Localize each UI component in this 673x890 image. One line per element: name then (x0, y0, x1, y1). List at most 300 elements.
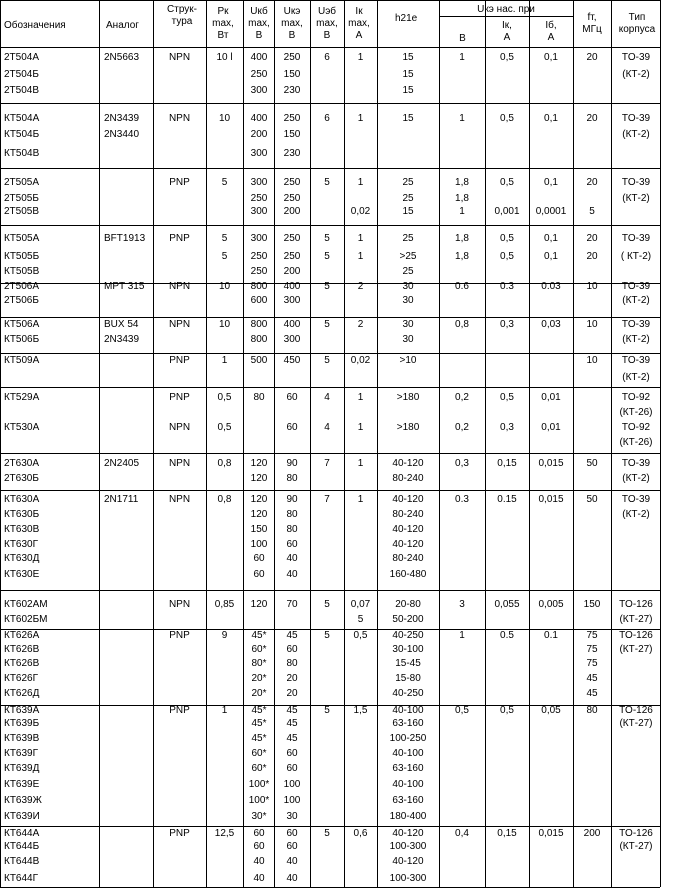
header-ft-line1: fт, (587, 12, 597, 23)
header-package (612, 12, 662, 36)
cell-uke: 45 (286, 630, 298, 641)
row-divider (0, 47, 660, 48)
cell-h21e: 40-120 (392, 539, 424, 550)
column-divider (243, 0, 244, 887)
cell-ib-at: 0,015 (538, 458, 564, 469)
cell-package: TO-39 (621, 177, 651, 188)
header-ukb-line2: max, (248, 18, 270, 29)
cell-ueb: 6 (324, 113, 330, 124)
cell-ib-at: 0,03 (541, 319, 561, 330)
subheader-divider (439, 16, 573, 17)
cell-ueb: 5 (324, 281, 330, 292)
cell-ueb: 5 (324, 177, 330, 188)
header-ik-line3: А (355, 30, 363, 41)
cell-ukb: 60 (253, 553, 265, 564)
cell-designation: КТ630В (4, 524, 40, 535)
column-divider (344, 0, 345, 887)
cell-ik-at: 0,5 (500, 705, 514, 716)
cell-ukb: 200 (250, 129, 268, 140)
cell-package: TO-39 (621, 355, 651, 366)
cell-ukb: 300 (250, 233, 268, 244)
cell-uke: 400 (283, 319, 301, 330)
cell-h21e: 40-120 (392, 494, 424, 505)
header-ik-line1: Iк (355, 6, 363, 17)
cell-ukesat: 1,8 (455, 251, 469, 262)
cell-h21e: 100-300 (389, 841, 427, 852)
cell-ib-at: 0,1 (544, 251, 558, 262)
header-ukesat-group: Uкэ нас. при (477, 4, 535, 15)
cell-structure: PNP (169, 828, 190, 839)
header-ik (344, 6, 374, 42)
cell-ukb: 60* (251, 763, 267, 774)
cell-ft: 45 (586, 688, 598, 699)
cell-h21e: 40-120 (392, 856, 424, 867)
header-ueb-line1: Uэб (317, 6, 337, 17)
cell-ukb: 80 (253, 392, 265, 403)
cell-ik: 1 (357, 233, 364, 244)
header-ik-at (486, 20, 528, 44)
cell-ft: 80 (586, 705, 598, 716)
cell-h21e: 50-200 (392, 614, 424, 625)
cell-pk: 5 (221, 233, 228, 244)
cell-ib-at: 0,1 (544, 177, 558, 188)
cell-package: (КТ-2) (622, 509, 650, 520)
cell-uke: 300 (283, 295, 301, 306)
cell-ukb: 80* (251, 658, 267, 669)
cell-ukb: 300 (250, 85, 268, 96)
row-divider (0, 453, 660, 454)
cell-ukb: 120 (250, 599, 268, 610)
cell-ukesat: 0,4 (455, 828, 469, 839)
cell-ueb: 4 (324, 422, 330, 433)
column-divider (439, 0, 440, 887)
cell-designation: КТ504А (4, 113, 40, 124)
row-divider (0, 317, 660, 318)
cell-designation: КТ626В (4, 658, 40, 669)
cell-h21e: 160-480 (389, 569, 427, 580)
header-pk-line1: Pк (217, 6, 229, 17)
cell-uke: 20 (286, 673, 298, 684)
cell-ib-at: 0,005 (538, 599, 564, 610)
cell-ukb: 40 (253, 856, 265, 867)
cell-ukb: 120 (250, 509, 268, 520)
cell-pk: 1 (221, 355, 228, 366)
cell-ik: 0,6 (353, 828, 368, 839)
cell-ik-at: 0,001 (494, 206, 520, 217)
cell-designation: 2Т630Б (4, 473, 39, 484)
cell-package: (КТ-2) (622, 69, 650, 80)
cell-ik: 1 (357, 251, 364, 262)
cell-ib-at: 0,01 (541, 422, 561, 433)
cell-designation: КТ639Б (4, 718, 40, 729)
cell-ukesat: 0,5 (455, 705, 469, 716)
cell-package: (КТ-27) (619, 718, 653, 729)
header-uke-line1: Uкэ (283, 6, 301, 17)
cell-designation: 2Т630А (4, 458, 40, 469)
header-ik-at-line1: Iк, (502, 20, 512, 31)
cell-designation: КТ602БМ (4, 614, 48, 625)
cell-h21e: 30 (402, 295, 414, 306)
column-divider (310, 0, 311, 887)
cell-pk: 0,8 (217, 494, 232, 505)
header-ik-at-line2: А (503, 32, 511, 43)
header-uke-line3: В (288, 30, 296, 41)
cell-designation: КТ639Г (4, 748, 39, 759)
header-pk-line2: max, (212, 18, 234, 29)
cell-h21e: 30 (402, 334, 414, 345)
cell-structure: PNP (169, 392, 190, 403)
cell-h21e: 30 (402, 281, 414, 292)
cell-uke: 80 (286, 509, 298, 520)
cell-h21e: 15 (402, 52, 414, 63)
cell-h21e: 100-250 (389, 733, 427, 744)
cell-h21e: 30 (402, 319, 414, 330)
cell-designation: КТ644В (4, 856, 40, 867)
cell-pk: 5 (221, 251, 228, 262)
cell-ukb: 800 (250, 334, 268, 345)
cell-package: (КТ-26) (619, 437, 653, 448)
cell-uke: 60 (286, 422, 298, 433)
cell-ukb: 120 (250, 494, 268, 505)
cell-ib-at: 0,1 (544, 233, 558, 244)
cell-ukb: 400 (250, 52, 268, 63)
cell-uke: 250 (283, 193, 301, 204)
cell-ukesat: 1,8 (455, 233, 469, 244)
cell-ukesat: 0,3 (455, 458, 469, 469)
cell-ueb: 7 (324, 458, 330, 469)
cell-h21e: 80-240 (392, 509, 424, 520)
cell-designation: 2Т505Б (4, 193, 39, 204)
cell-uke: 250 (283, 233, 301, 244)
cell-ib-at: 0,01 (541, 392, 561, 403)
cell-designation: КТ529А (4, 392, 40, 403)
cell-ft: 20 (586, 52, 598, 63)
cell-ik: 1 (357, 458, 364, 469)
cell-ft: 10 (586, 355, 598, 366)
cell-uke: 60 (286, 644, 298, 655)
cell-ueb: 5 (324, 355, 330, 366)
cell-h21e: 15-45 (395, 658, 421, 669)
cell-designation: 2Т504А (4, 52, 40, 63)
cell-package: TO-92 (621, 422, 651, 433)
cell-analog: MPT 315 (104, 281, 145, 292)
cell-ft: 20 (586, 233, 598, 244)
cell-pk: 12,5 (214, 828, 235, 839)
cell-ukb: 60 (253, 841, 265, 852)
cell-ukb: 45* (251, 718, 267, 729)
cell-ik: 1,5 (353, 705, 368, 716)
cell-h21e: 100-300 (389, 873, 427, 884)
cell-analog: 2N5663 (104, 52, 140, 63)
cell-ft: 20 (586, 113, 598, 124)
cell-designation: 2Т506Б (4, 295, 39, 306)
cell-package: (КТ-2) (622, 334, 650, 345)
cell-ukb: 60 (253, 828, 265, 839)
cell-uke: 300 (283, 334, 301, 345)
cell-ik: 0,5 (353, 630, 368, 641)
cell-ukb: 20* (251, 688, 267, 699)
cell-structure: NPN (168, 113, 191, 124)
cell-designation: КТ506Б (4, 334, 40, 345)
cell-analog: 2N2405 (104, 458, 140, 469)
header-designation: Обозначения (4, 20, 66, 31)
cell-uke: 150 (283, 129, 301, 140)
header-ukesat-volts: В (459, 33, 466, 44)
cell-ueb: 7 (324, 494, 330, 505)
header-ueb-line3: В (323, 30, 331, 41)
cell-ik: 0,02 (350, 206, 371, 217)
row-divider (0, 826, 660, 827)
cell-ueb: 6 (324, 52, 330, 63)
cell-h21e: 15-80 (395, 673, 421, 684)
cell-ukesat: 1,8 (455, 193, 469, 204)
cell-uke: 60 (286, 539, 298, 550)
cell-designation: КТ602АМ (4, 599, 48, 610)
cell-package: TO-126 (619, 705, 653, 716)
cell-ukesat: 1 (459, 630, 465, 641)
header-uke (274, 6, 310, 42)
cell-designation: КТ639Ж (4, 795, 42, 806)
header-pk-line3: Вт (217, 30, 229, 41)
cell-designation: КТ509А (4, 355, 40, 366)
cell-ft: 200 (583, 828, 601, 839)
row-divider (0, 225, 660, 226)
cell-h21e: 15 (402, 113, 414, 124)
cell-ft: 75 (586, 630, 598, 641)
cell-ukesat: 1 (459, 206, 465, 217)
cell-h21e: 25 (402, 177, 414, 188)
cell-analog: 2N3439 (104, 334, 140, 345)
cell-uke: 200 (283, 266, 301, 277)
cell-uke: 230 (283, 85, 301, 96)
cell-structure: NPN (168, 422, 191, 433)
cell-h21e: 40-250 (392, 630, 424, 641)
cell-ft: 150 (583, 599, 601, 610)
header-h21e: h21e (395, 13, 418, 24)
cell-h21e: 15 (402, 85, 414, 96)
row-divider (0, 887, 660, 888)
cell-ukb: 250 (250, 69, 268, 80)
cell-designation: 2Т504Б (4, 69, 39, 80)
cell-h21e: 80-240 (392, 553, 424, 564)
column-divider (153, 0, 154, 887)
cell-pk: 1 (221, 705, 228, 716)
cell-ukb: 40 (253, 873, 265, 884)
cell-uke: 100 (283, 795, 301, 806)
cell-ukesat: 1,8 (455, 177, 469, 188)
cell-structure: NPN (168, 52, 191, 63)
cell-uke: 150 (283, 69, 301, 80)
cell-h21e: 15 (402, 69, 414, 80)
cell-ukb: 120 (250, 458, 268, 469)
header-structure-line2: тура (171, 16, 193, 27)
cell-designation: КТ644Б (4, 841, 40, 852)
cell-uke: 70 (286, 599, 298, 610)
row-divider (0, 353, 660, 354)
cell-ik: 1 (357, 392, 364, 403)
cell-package: (КТ-2) (622, 193, 650, 204)
cell-structure: NPN (168, 319, 191, 330)
cell-designation: КТ644А (4, 828, 40, 839)
cell-ik-at: 0,3 (500, 319, 514, 330)
cell-uke: 60 (286, 392, 298, 403)
cell-ukb: 20* (251, 673, 267, 684)
cell-h21e: 40-120 (392, 524, 424, 535)
cell-ukesat: 0.6 (455, 281, 469, 292)
header-pk (207, 6, 239, 42)
cell-analog: 2N3440 (104, 129, 140, 140)
cell-ukb: 500 (250, 355, 268, 366)
cell-ukb: 60* (251, 644, 267, 655)
cell-pk: 10 l (216, 52, 233, 63)
cell-uke: 80 (286, 473, 298, 484)
cell-pk: 10 (218, 281, 231, 292)
cell-h21e: >25 (399, 251, 417, 262)
cell-package: (КТ-27) (619, 614, 653, 625)
cell-designation: КТ626Г (4, 673, 39, 684)
cell-ueb: 5 (324, 319, 330, 330)
cell-ukb: 150 (250, 524, 268, 535)
cell-pk: 0,5 (217, 422, 232, 433)
cell-uke: 100 (283, 779, 301, 790)
cell-designation: КТ506А (4, 319, 40, 330)
cell-ib-at: 0,05 (541, 705, 561, 716)
cell-h21e: 180-400 (389, 811, 427, 822)
cell-designation: КТ504В (4, 148, 40, 159)
cell-ukb: 250 (250, 266, 268, 277)
cell-ft: 45 (586, 673, 598, 684)
cell-analog: 2N3439 (104, 113, 140, 124)
cell-ukb: 60* (251, 748, 267, 759)
cell-ueb: 5 (324, 599, 330, 610)
cell-structure: PNP (169, 705, 190, 716)
cell-ib-at: 0.03 (541, 281, 561, 292)
cell-ueb: 5 (324, 251, 330, 262)
cell-package: (КТ-2) (622, 295, 650, 306)
cell-designation: КТ630Д (4, 553, 40, 564)
cell-package: TO-39 (621, 52, 651, 63)
cell-ukb: 300 (250, 148, 268, 159)
header-ib-at (530, 20, 572, 44)
column-divider (660, 0, 661, 887)
cell-package: TO-39 (621, 281, 651, 292)
cell-ukesat: 1 (459, 113, 465, 124)
cell-ft: 10 (586, 319, 598, 330)
cell-h21e: 30-100 (392, 644, 424, 655)
cell-h21e: 40-100 (392, 748, 424, 759)
cell-package: (КТ-27) (619, 841, 653, 852)
cell-pk: 0,5 (217, 392, 232, 403)
cell-designation: КТ639Е (4, 779, 40, 790)
cell-ft: 75 (586, 658, 598, 669)
cell-h21e: 25 (402, 233, 414, 244)
cell-package: (КТ-2) (622, 129, 650, 140)
cell-designation: КТ639И (4, 811, 40, 822)
cell-analog: BFT1913 (104, 233, 146, 244)
header-uke-line2: max, (281, 18, 303, 29)
cell-ik: 1 (357, 52, 364, 63)
cell-ft: 20 (586, 177, 598, 188)
cell-ukb: 800 (250, 281, 268, 292)
header-ik-line2: max, (348, 18, 370, 29)
cell-h21e: 25 (402, 193, 414, 204)
cell-ukb: 600 (250, 295, 268, 306)
cell-uke: 60 (286, 841, 298, 852)
cell-uke: 450 (283, 355, 301, 366)
cell-designation: 2Т505А (4, 177, 40, 188)
cell-ik: 1 (357, 494, 364, 505)
cell-designation: КТ530А (4, 422, 40, 433)
cell-ik-at: 0,055 (494, 599, 520, 610)
cell-h21e: 25 (402, 266, 414, 277)
cell-uke: 60 (286, 763, 298, 774)
cell-ukesat: 3 (459, 599, 465, 610)
cell-ukb: 800 (250, 319, 268, 330)
cell-h21e: 40-100 (392, 779, 424, 790)
cell-ft: 50 (586, 494, 598, 505)
cell-ib-at: 0,015 (538, 494, 564, 505)
cell-ukesat: 0,2 (455, 392, 469, 403)
header-ft (574, 12, 610, 36)
cell-h21e: 40-120 (392, 828, 424, 839)
cell-designation: КТ630Б (4, 509, 40, 520)
cell-package: (КТ-2) (622, 473, 650, 484)
cell-designation: КТ626А (4, 630, 40, 641)
cell-structure: NPN (168, 599, 191, 610)
cell-ukesat: 0,2 (455, 422, 469, 433)
column-divider (0, 0, 1, 887)
header-package-line1: Тип (628, 12, 646, 23)
cell-ukb: 45* (251, 705, 267, 716)
cell-structure: PNP (169, 355, 190, 366)
cell-uke: 90 (286, 458, 298, 469)
column-divider (529, 0, 530, 887)
cell-designation: КТ504Б (4, 129, 40, 140)
cell-ukb: 100* (248, 779, 270, 790)
row-divider (0, 0, 660, 1)
cell-ik-at: 0,5 (500, 177, 514, 188)
cell-ik: 1 (357, 422, 364, 433)
cell-designation: КТ639В (4, 733, 40, 744)
cell-analog: 2N1711 (104, 494, 139, 505)
cell-designation: КТ639А (4, 705, 40, 716)
cell-uke: 90 (286, 494, 298, 505)
row-divider (0, 168, 660, 169)
cell-designation: КТ626Д (4, 688, 40, 699)
cell-ik: 5 (357, 614, 364, 625)
cell-ik-at: 0,5 (500, 113, 514, 124)
header-ukb-line3: В (255, 30, 263, 41)
header-analog: Аналог (106, 20, 139, 31)
cell-uke: 40 (286, 553, 298, 564)
cell-package: (КТ-27) (619, 644, 653, 655)
cell-package: TO-39 (621, 113, 651, 124)
cell-package: (КТ-26) (619, 407, 653, 418)
cell-ukb: 400 (250, 113, 268, 124)
cell-h21e: 40-100 (392, 705, 424, 716)
cell-h21e: 40-120 (392, 458, 424, 469)
cell-ib-at: 0,1 (544, 52, 558, 63)
cell-uke: 230 (283, 148, 301, 159)
cell-ukb: 250 (250, 193, 268, 204)
cell-uke: 250 (283, 251, 301, 262)
header-ib-at-line2: А (547, 32, 555, 43)
cell-ik: 1 (357, 177, 364, 188)
cell-ik: 0,02 (350, 355, 371, 366)
cell-ueb: 5 (324, 828, 330, 839)
cell-designation: 2Т504В (4, 85, 40, 96)
cell-package: (КТ-2) (622, 372, 650, 383)
